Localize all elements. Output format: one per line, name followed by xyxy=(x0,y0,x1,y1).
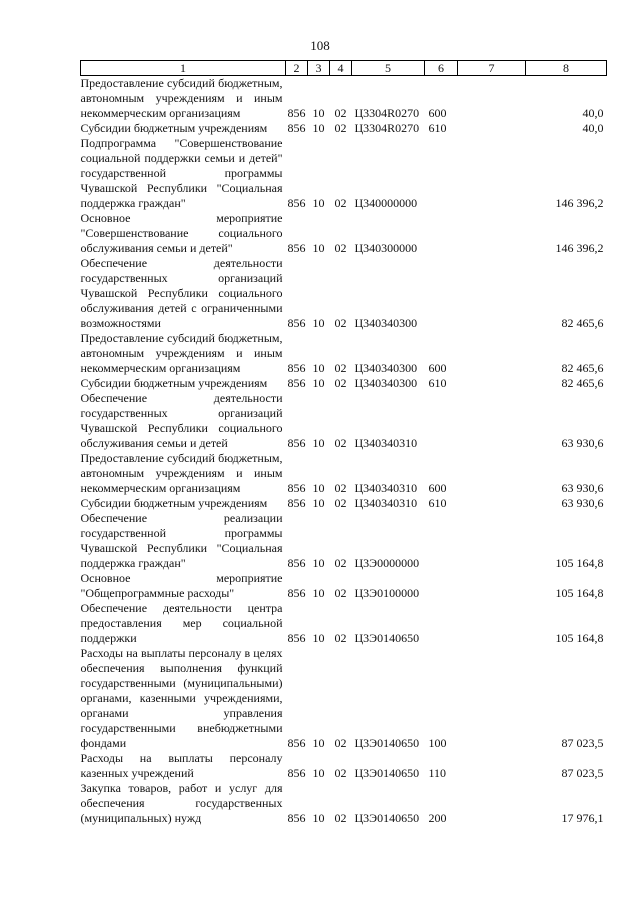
row-subsection-code: 02 xyxy=(334,586,347,600)
row-ministry-code: 856 xyxy=(287,376,306,390)
row-subsection-code: 02 xyxy=(334,196,347,210)
row-name: Основное мероприятие "Общепрограммные расходы" xyxy=(80,571,283,600)
budget-table xyxy=(80,60,607,826)
row-expense-type xyxy=(425,136,458,211)
row-expense-type: 600 xyxy=(428,106,447,120)
row-column-7 xyxy=(458,781,526,826)
row-expense-type xyxy=(425,601,458,646)
row-column-7 xyxy=(458,121,526,136)
row-subsection-code: 02 xyxy=(334,556,347,570)
row-expense-type: 610 xyxy=(428,496,447,510)
row-section-code: 10 xyxy=(312,121,325,135)
table-row xyxy=(81,256,607,331)
table-row xyxy=(81,781,607,826)
row-name: Подпрограмма "Совершенствование социальной поддержки семьи и детей" государственной программы Чувашской Республики "Социальная поддержка граждан" xyxy=(80,136,283,210)
row-name: Предоставление субсидий бюджетным, автономным учреждениям и иным некоммерческим организациям xyxy=(80,331,283,375)
row-section-code: 10 xyxy=(312,106,325,120)
row-target-article: Ц340000000 xyxy=(354,196,418,210)
row-section-code: 10 xyxy=(312,496,325,510)
row-section-code: 10 xyxy=(312,376,325,390)
row-ministry-code: 856 xyxy=(287,736,306,750)
row-column-7 xyxy=(458,76,526,122)
table-row xyxy=(81,511,607,571)
row-name: Субсидии бюджетным учреждениям xyxy=(80,496,268,510)
row-amount: 63 930,6 xyxy=(561,436,604,450)
row-subsection-code: 02 xyxy=(334,766,347,780)
row-name: Предоставление субсидий бюджетным, автономным учреждениям и иным некоммерческим организациям xyxy=(80,76,283,120)
row-section-code: 10 xyxy=(312,736,325,750)
row-expense-type xyxy=(425,511,458,571)
table-row xyxy=(81,376,607,391)
row-name: Обеспечение деятельности государственных организаций Чувашской Республики социального обслуживания детей с ограниченными возможностями xyxy=(80,256,283,330)
row-expense-type xyxy=(425,256,458,331)
row-ministry-code: 856 xyxy=(287,316,306,330)
row-column-7 xyxy=(458,256,526,331)
row-amount: 82 465,6 xyxy=(561,316,604,330)
row-name: Расходы на выплаты персоналу казенных учреждений xyxy=(80,751,283,780)
page-number: 108 xyxy=(310,38,330,53)
row-name: Субсидии бюджетным учреждениям xyxy=(80,376,268,390)
row-expense-type: 600 xyxy=(428,481,447,495)
row-subsection-code: 02 xyxy=(334,241,347,255)
row-column-7 xyxy=(458,211,526,256)
row-ministry-code: 856 xyxy=(287,631,306,645)
row-subsection-code: 02 xyxy=(334,631,347,645)
row-target-article: Ц340340300 xyxy=(354,376,418,390)
row-amount: 146 396,2 xyxy=(555,241,604,255)
row-column-7 xyxy=(458,391,526,451)
row-expense-type: 610 xyxy=(428,121,447,135)
row-ministry-code: 856 xyxy=(287,481,306,495)
row-amount: 105 164,8 xyxy=(555,631,604,645)
row-expense-type xyxy=(425,211,458,256)
row-column-7 xyxy=(458,136,526,211)
row-subsection-code: 02 xyxy=(334,811,347,825)
row-amount: 63 930,6 xyxy=(561,481,604,495)
row-amount: 40,0 xyxy=(582,106,604,120)
table-header xyxy=(81,61,607,76)
row-column-7 xyxy=(458,751,526,781)
row-column-7 xyxy=(458,496,526,511)
row-subsection-code: 02 xyxy=(334,361,347,375)
row-expense-type: 610 xyxy=(428,376,447,390)
row-amount: 146 396,2 xyxy=(555,196,604,210)
table-row xyxy=(81,751,607,781)
row-section-code: 10 xyxy=(312,766,325,780)
column-header-1: 1 xyxy=(81,61,286,76)
row-ministry-code: 856 xyxy=(287,361,306,375)
row-amount: 17 976,1 xyxy=(561,811,604,825)
column-header-3: 3 xyxy=(308,61,330,76)
row-amount: 87 023,5 xyxy=(561,736,604,750)
column-header-2: 2 xyxy=(286,61,308,76)
row-column-7 xyxy=(458,331,526,376)
table-row xyxy=(81,76,607,122)
row-column-7 xyxy=(458,601,526,646)
table-row xyxy=(81,211,607,256)
row-ministry-code: 856 xyxy=(287,766,306,780)
row-section-code: 10 xyxy=(312,811,325,825)
table-row xyxy=(81,601,607,646)
column-header-8: 8 xyxy=(526,61,607,76)
row-subsection-code: 02 xyxy=(334,496,347,510)
row-target-article: Ц340340310 xyxy=(354,496,418,510)
table-row xyxy=(81,331,607,376)
row-name: Основное мероприятие "Совершенствование социального обслуживания семьи и детей" xyxy=(80,211,283,255)
row-target-article: Ц3Э0140650 xyxy=(354,766,420,780)
row-name: Субсидии бюджетным учреждениям xyxy=(80,121,268,135)
row-section-code: 10 xyxy=(312,241,325,255)
row-amount: 105 164,8 xyxy=(555,556,604,570)
row-subsection-code: 02 xyxy=(334,121,347,135)
table-row xyxy=(81,451,607,496)
row-ministry-code: 856 xyxy=(287,436,306,450)
table-row xyxy=(81,391,607,451)
row-name: Обеспечение деятельности государственных организаций Чувашской Республики социального обслуживания семьи и детей xyxy=(80,391,283,450)
column-header-6: 6 xyxy=(425,61,458,76)
row-ministry-code: 856 xyxy=(287,556,306,570)
row-subsection-code: 02 xyxy=(334,736,347,750)
row-amount: 82 465,6 xyxy=(561,376,604,390)
row-column-7 xyxy=(458,451,526,496)
row-target-article: Ц3Э0100000 xyxy=(354,586,420,600)
row-target-article: Ц340340300 xyxy=(354,316,418,330)
row-amount: 87 023,5 xyxy=(561,766,604,780)
row-expense-type: 100 xyxy=(428,736,447,750)
row-target-article: Ц340340310 xyxy=(354,436,418,450)
row-section-code: 10 xyxy=(312,481,325,495)
row-subsection-code: 02 xyxy=(334,481,347,495)
row-column-7 xyxy=(458,376,526,391)
table-row xyxy=(81,571,607,601)
row-name: Закупка товаров, работ и услуг для обеспечения государственных (муниципальных) нужд xyxy=(80,781,283,825)
row-name: Предоставление субсидий бюджетным, автономным учреждениям и иным некоммерческим организациям xyxy=(80,451,283,495)
row-section-code: 10 xyxy=(312,361,325,375)
row-target-article: Ц340340310 xyxy=(354,481,418,495)
row-section-code: 10 xyxy=(312,316,325,330)
row-subsection-code: 02 xyxy=(334,436,347,450)
row-expense-type xyxy=(425,571,458,601)
table-row xyxy=(81,121,607,136)
row-amount: 82 465,6 xyxy=(561,361,604,375)
row-ministry-code: 856 xyxy=(287,496,306,510)
row-ministry-code: 856 xyxy=(287,241,306,255)
row-section-code: 10 xyxy=(312,436,325,450)
row-ministry-code: 856 xyxy=(287,586,306,600)
row-target-article: Ц3Э0000000 xyxy=(354,556,420,570)
row-subsection-code: 02 xyxy=(334,316,347,330)
row-amount: 63 930,6 xyxy=(561,496,604,510)
row-expense-type xyxy=(425,391,458,451)
row-ministry-code: 856 xyxy=(287,811,306,825)
row-target-article: Ц3Э0140650 xyxy=(354,631,420,645)
row-column-7 xyxy=(458,646,526,751)
row-target-article: Ц3304R0270 xyxy=(354,121,420,135)
row-amount: 40,0 xyxy=(582,121,604,135)
row-target-article: Ц3304R0270 xyxy=(354,106,420,120)
table-row xyxy=(81,646,607,751)
row-section-code: 10 xyxy=(312,631,325,645)
row-expense-type: 110 xyxy=(428,766,447,780)
row-name: Расходы на выплаты персоналу в целях обеспечения выполнения функций государственными (муниципальными) органами, казенными учреждениями, органами управления государственными внебюджетными фондами xyxy=(80,646,283,750)
row-ministry-code: 856 xyxy=(287,121,306,135)
row-ministry-code: 856 xyxy=(287,106,306,120)
table-row xyxy=(81,136,607,211)
row-expense-type: 200 xyxy=(428,811,447,825)
row-amount: 105 164,8 xyxy=(555,586,604,600)
row-expense-type: 600 xyxy=(428,361,447,375)
row-section-code: 10 xyxy=(312,586,325,600)
row-target-article: Ц3Э0140650 xyxy=(354,811,420,825)
row-section-code: 10 xyxy=(312,556,325,570)
row-name: Обеспечение деятельности центра предоставления мер социальной поддержки xyxy=(80,601,283,645)
column-header-5: 5 xyxy=(352,61,425,76)
row-subsection-code: 02 xyxy=(334,106,347,120)
row-subsection-code: 02 xyxy=(334,376,347,390)
row-column-7 xyxy=(458,571,526,601)
row-column-7 xyxy=(458,511,526,571)
row-ministry-code: 856 xyxy=(287,196,306,210)
column-header-4: 4 xyxy=(330,61,352,76)
row-section-code: 10 xyxy=(312,196,325,210)
table-body xyxy=(81,76,607,827)
column-header-7: 7 xyxy=(458,61,526,76)
table-row xyxy=(81,496,607,511)
row-target-article: Ц340340300 xyxy=(354,361,418,375)
row-target-article: Ц340300000 xyxy=(354,241,418,255)
row-name: Обеспечение реализации государственной программы Чувашской Республики "Социальная поддержка граждан" xyxy=(80,511,283,570)
row-target-article: Ц3Э0140650 xyxy=(354,736,420,750)
